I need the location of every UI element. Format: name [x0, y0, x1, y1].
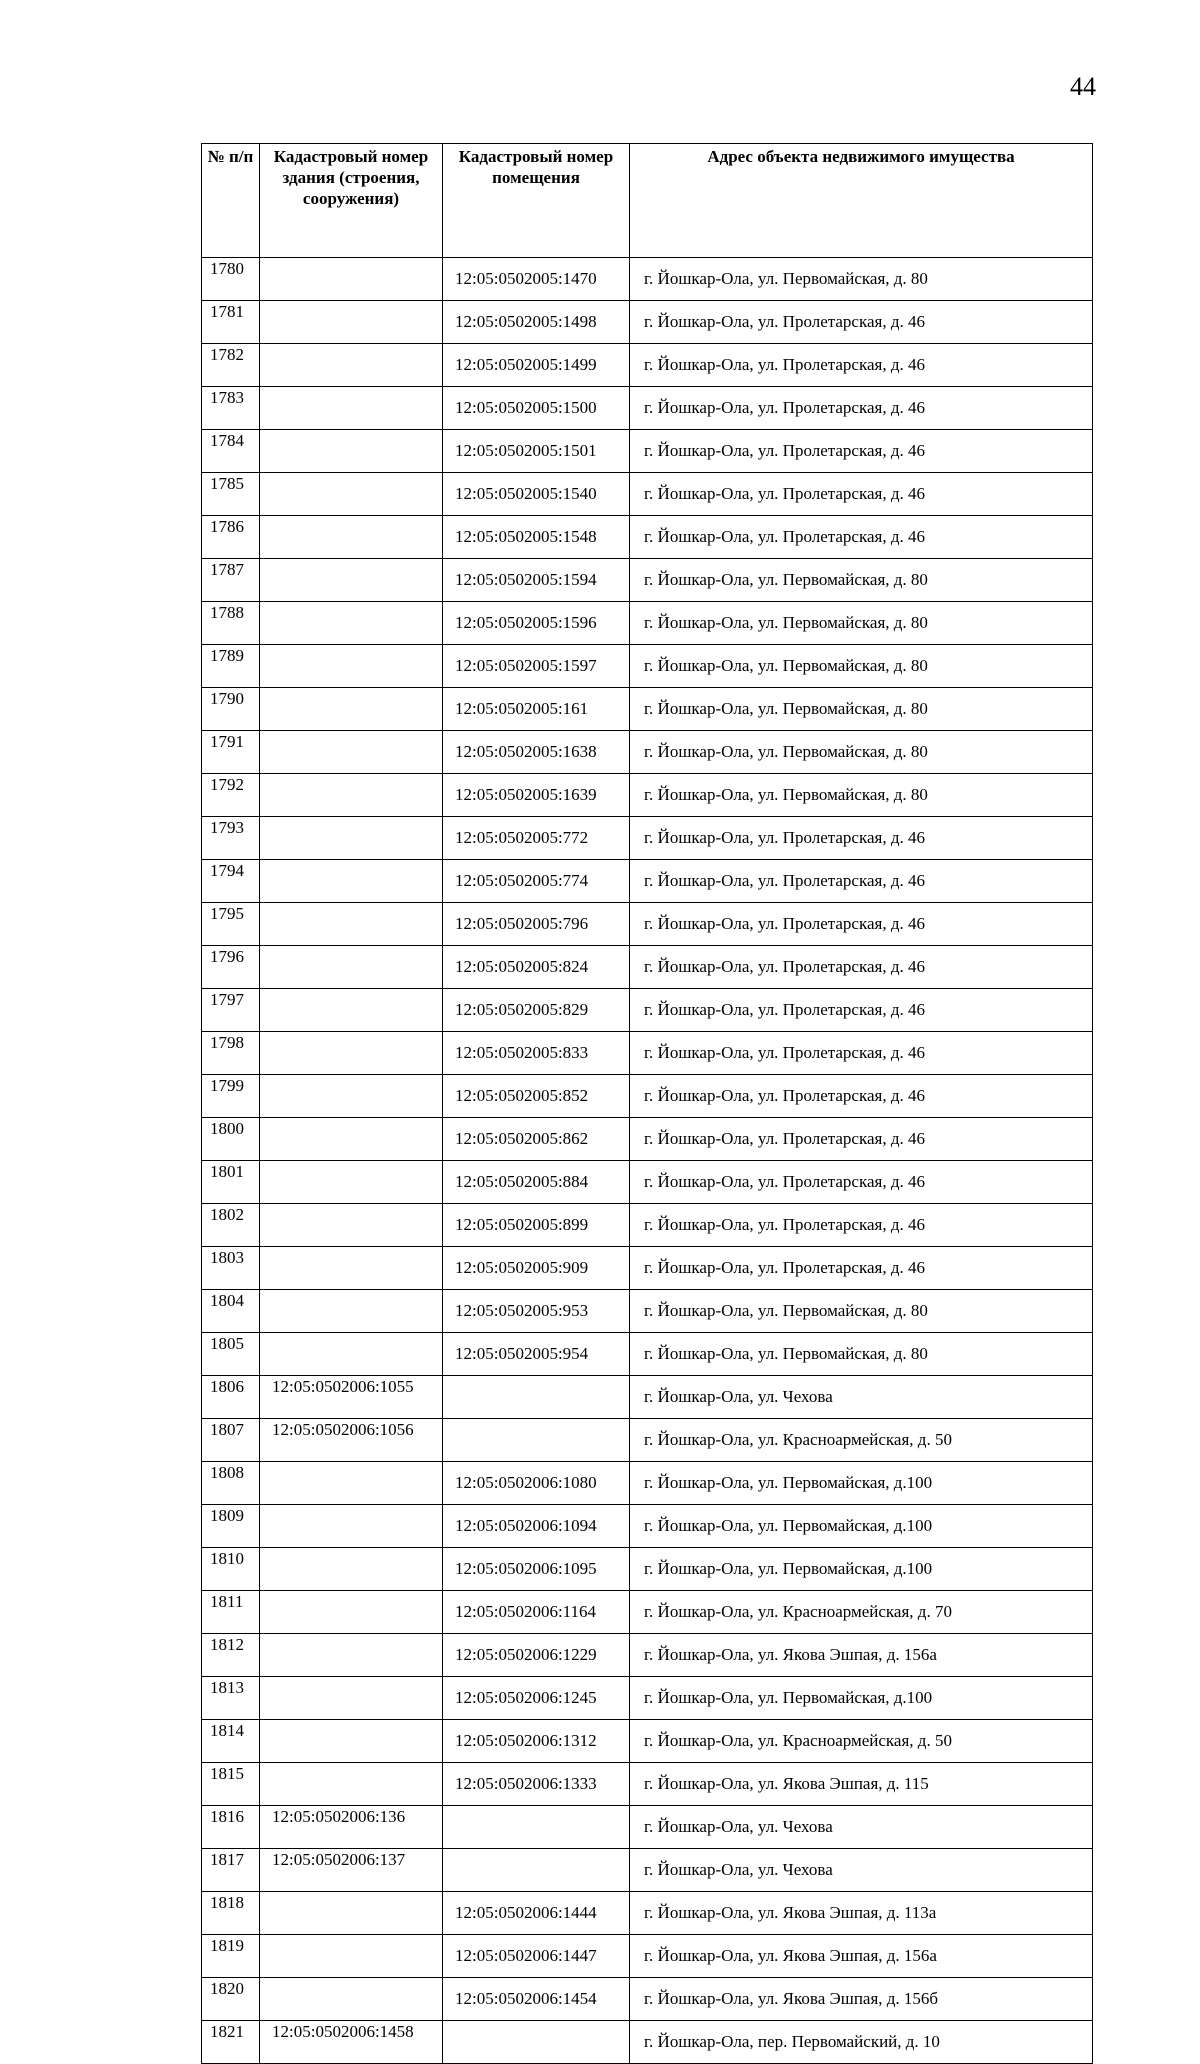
- address-cell: г. Йошкар-Ола, ул. Первомайская, д. 80: [630, 1333, 1093, 1376]
- building-cadastral-number-cell: [260, 774, 443, 817]
- row-number-cell: 1793: [202, 817, 260, 860]
- building-cadastral-number-cell: [260, 1505, 443, 1548]
- address-cell: г. Йошкар-Ола, ул. Первомайская, д. 80: [630, 1290, 1093, 1333]
- building-cadastral-number-cell: [260, 817, 443, 860]
- row-number-cell: 1790: [202, 688, 260, 731]
- building-cadastral-number-cell: 12:05:0502006:1055: [260, 1376, 443, 1419]
- address-cell: г. Йошкар-Ола, ул. Якова Эшпая, д. 115: [630, 1763, 1093, 1806]
- table-row: [202, 774, 1093, 817]
- premises-cadastral-number-cell: 12:05:0502005:852: [443, 1075, 630, 1118]
- table-row: [202, 860, 1093, 903]
- table-row: [202, 1462, 1093, 1505]
- premises-cadastral-number-cell: [443, 2021, 630, 2064]
- row-number-cell: 1783: [202, 387, 260, 430]
- address-cell: г. Йошкар-Ола, ул. Якова Эшпая, д. 156а: [630, 1634, 1093, 1677]
- row-number-cell: 1817: [202, 1849, 260, 1892]
- building-cadastral-number-cell: [260, 1548, 443, 1591]
- building-cadastral-number-cell: [260, 1720, 443, 1763]
- address-cell: г. Йошкар-Ола, ул. Пролетарская, д. 46: [630, 1247, 1093, 1290]
- table-row: [202, 1806, 1093, 1849]
- row-number-cell: 1805: [202, 1333, 260, 1376]
- row-number-cell: 1791: [202, 731, 260, 774]
- premises-cadastral-number-cell: 12:05:0502005:1597: [443, 645, 630, 688]
- row-number-cell: 1801: [202, 1161, 260, 1204]
- building-cadastral-number-cell: [260, 387, 443, 430]
- row-number-cell: 1789: [202, 645, 260, 688]
- premises-cadastral-number-cell: 12:05:0502005:774: [443, 860, 630, 903]
- premises-cadastral-number-cell: 12:05:0502005:1639: [443, 774, 630, 817]
- address-cell: г. Йошкар-Ола, ул. Пролетарская, д. 46: [630, 1161, 1093, 1204]
- premises-cadastral-number-cell: 12:05:0502006:1229: [443, 1634, 630, 1677]
- table-row: [202, 1333, 1093, 1376]
- premises-cadastral-number-cell: 12:05:0502005:833: [443, 1032, 630, 1075]
- building-cadastral-number-cell: [260, 1978, 443, 2021]
- header-building-cadastral-number: Кадастровый номер здания (строения, сооружения): [260, 144, 443, 258]
- building-cadastral-number-cell: [260, 1634, 443, 1677]
- premises-cadastral-number-cell: 12:05:0502006:1444: [443, 1892, 630, 1935]
- address-cell: г. Йошкар-Ола, ул. Первомайская, д.100: [630, 1677, 1093, 1720]
- address-cell: г. Йошкар-Ола, ул. Первомайская, д.100: [630, 1548, 1093, 1591]
- address-cell: г. Йошкар-Ола, ул. Пролетарская, д. 46: [630, 903, 1093, 946]
- address-cell: г. Йошкар-Ола, ул. Якова Эшпая, д. 156б: [630, 1978, 1093, 2021]
- table-row: [202, 1677, 1093, 1720]
- building-cadastral-number-cell: [260, 559, 443, 602]
- address-cell: г. Йошкар-Ола, ул. Первомайская, д. 80: [630, 688, 1093, 731]
- address-cell: г. Йошкар-Ола, ул. Пролетарская, д. 46: [630, 1075, 1093, 1118]
- building-cadastral-number-cell: [260, 946, 443, 989]
- row-number-cell: 1812: [202, 1634, 260, 1677]
- building-cadastral-number-cell: 12:05:0502006:1056: [260, 1419, 443, 1462]
- table-row: [202, 1935, 1093, 1978]
- premises-cadastral-number-cell: 12:05:0502005:1499: [443, 344, 630, 387]
- address-cell: г. Йошкар-Ола, ул. Пролетарская, д. 46: [630, 1032, 1093, 1075]
- building-cadastral-number-cell: [260, 301, 443, 344]
- premises-cadastral-number-cell: 12:05:0502005:1540: [443, 473, 630, 516]
- row-number-cell: 1795: [202, 903, 260, 946]
- address-cell: г. Йошкар-Ола, ул. Пролетарская, д. 46: [630, 344, 1093, 387]
- address-cell: г. Йошкар-Ола, ул. Красноармейская, д. 70: [630, 1591, 1093, 1634]
- header-property-address: Адрес объекта недвижимого имущества: [630, 144, 1093, 258]
- table-row: [202, 1591, 1093, 1634]
- premises-cadastral-number-cell: 12:05:0502005:899: [443, 1204, 630, 1247]
- table-row: [202, 731, 1093, 774]
- table-row: [202, 1978, 1093, 2021]
- row-number-cell: 1815: [202, 1763, 260, 1806]
- row-number-cell: 1811: [202, 1591, 260, 1634]
- table-row: [202, 946, 1093, 989]
- building-cadastral-number-cell: [260, 989, 443, 1032]
- address-cell: г. Йошкар-Ола, ул. Пролетарская, д. 46: [630, 430, 1093, 473]
- address-cell: г. Йошкар-Ола, ул. Пролетарская, д. 46: [630, 989, 1093, 1032]
- row-number-cell: 1784: [202, 430, 260, 473]
- row-number-cell: 1799: [202, 1075, 260, 1118]
- table-row: [202, 1247, 1093, 1290]
- table-row: [202, 1204, 1093, 1247]
- row-number-cell: 1813: [202, 1677, 260, 1720]
- premises-cadastral-number-cell: 12:05:0502005:1470: [443, 258, 630, 301]
- table-row: [202, 817, 1093, 860]
- table-row: [202, 903, 1093, 946]
- address-cell: г. Йошкар-Ола, ул. Чехова: [630, 1376, 1093, 1419]
- building-cadastral-number-cell: [260, 1462, 443, 1505]
- building-cadastral-number-cell: [260, 473, 443, 516]
- premises-cadastral-number-cell: 12:05:0502005:953: [443, 1290, 630, 1333]
- table-row: [202, 301, 1093, 344]
- address-cell: г. Йошкар-Ола, ул. Пролетарская, д. 46: [630, 817, 1093, 860]
- building-cadastral-number-cell: [260, 1032, 443, 1075]
- address-cell: г. Йошкар-Ола, ул. Первомайская, д. 80: [630, 774, 1093, 817]
- premises-cadastral-number-cell: 12:05:0502005:884: [443, 1161, 630, 1204]
- row-number-cell: 1810: [202, 1548, 260, 1591]
- premises-cadastral-number-cell: 12:05:0502005:954: [443, 1333, 630, 1376]
- address-cell: г. Йошкар-Ола, ул. Якова Эшпая, д. 156а: [630, 1935, 1093, 1978]
- table-row: [202, 688, 1093, 731]
- table-row: [202, 1892, 1093, 1935]
- table-row: [202, 1763, 1093, 1806]
- address-cell: г. Йошкар-Ола, ул. Красноармейская, д. 50: [630, 1419, 1093, 1462]
- table-row: [202, 473, 1093, 516]
- table-row: [202, 1161, 1093, 1204]
- row-number-cell: 1802: [202, 1204, 260, 1247]
- premises-cadastral-number-cell: [443, 1849, 630, 1892]
- address-cell: г. Йошкар-Ола, ул. Пролетарская, д. 46: [630, 387, 1093, 430]
- building-cadastral-number-cell: 12:05:0502006:136: [260, 1806, 443, 1849]
- table-row: [202, 602, 1093, 645]
- address-cell: г. Йошкар-Ола, ул. Якова Эшпая, д. 113а: [630, 1892, 1093, 1935]
- premises-cadastral-number-cell: 12:05:0502005:1638: [443, 731, 630, 774]
- premises-cadastral-number-cell: 12:05:0502005:829: [443, 989, 630, 1032]
- table-row: [202, 1634, 1093, 1677]
- address-cell: г. Йошкар-Ола, ул. Первомайская, д. 80: [630, 602, 1093, 645]
- premises-cadastral-number-cell: 12:05:0502005:1498: [443, 301, 630, 344]
- table-row: [202, 1419, 1093, 1462]
- building-cadastral-number-cell: [260, 1247, 443, 1290]
- premises-cadastral-number-cell: 12:05:0502006:1080: [443, 1462, 630, 1505]
- table-row: [202, 1290, 1093, 1333]
- row-number-cell: 1814: [202, 1720, 260, 1763]
- address-cell: г. Йошкар-Ола, ул. Первомайская, д.100: [630, 1462, 1093, 1505]
- premises-cadastral-number-cell: 12:05:0502006:1164: [443, 1591, 630, 1634]
- building-cadastral-number-cell: [260, 860, 443, 903]
- table-row: [202, 989, 1093, 1032]
- table-row: [202, 2021, 1093, 2064]
- table-row: [202, 1075, 1093, 1118]
- building-cadastral-number-cell: [260, 1333, 443, 1376]
- premises-cadastral-number-cell: 12:05:0502006:1094: [443, 1505, 630, 1548]
- building-cadastral-number-cell: [260, 731, 443, 774]
- row-number-cell: 1806: [202, 1376, 260, 1419]
- table-row: [202, 430, 1093, 473]
- table-row: [202, 1849, 1093, 1892]
- address-cell: г. Йошкар-Ола, ул. Пролетарская, д. 46: [630, 946, 1093, 989]
- row-number-cell: 1807: [202, 1419, 260, 1462]
- row-number-cell: 1794: [202, 860, 260, 903]
- premises-cadastral-number-cell: 12:05:0502006:1312: [443, 1720, 630, 1763]
- building-cadastral-number-cell: [260, 1763, 443, 1806]
- address-cell: г. Йошкар-Ола, ул. Первомайская, д. 80: [630, 258, 1093, 301]
- table-body: [202, 258, 1093, 2064]
- address-cell: г. Йошкар-Ола, ул. Пролетарская, д. 46: [630, 516, 1093, 559]
- address-cell: г. Йошкар-Ола, ул. Первомайская, д. 80: [630, 645, 1093, 688]
- row-number-cell: 1787: [202, 559, 260, 602]
- address-cell: г. Йошкар-Ола, ул. Пролетарская, д. 46: [630, 473, 1093, 516]
- row-number-cell: 1821: [202, 2021, 260, 2064]
- premises-cadastral-number-cell: 12:05:0502005:1501: [443, 430, 630, 473]
- premises-cadastral-number-cell: 12:05:0502005:161: [443, 688, 630, 731]
- premises-cadastral-number-cell: 12:05:0502005:1548: [443, 516, 630, 559]
- table-header-row: [202, 144, 1093, 258]
- premises-cadastral-number-cell: 12:05:0502006:1333: [443, 1763, 630, 1806]
- table-row: [202, 1548, 1093, 1591]
- table-row: [202, 387, 1093, 430]
- address-cell: г. Йошкар-Ола, ул. Первомайская, д. 80: [630, 559, 1093, 602]
- address-cell: г. Йошкар-Ола, ул. Чехова: [630, 1849, 1093, 1892]
- row-number-cell: 1780: [202, 258, 260, 301]
- row-number-cell: 1788: [202, 602, 260, 645]
- row-number-cell: 1782: [202, 344, 260, 387]
- row-number-cell: 1797: [202, 989, 260, 1032]
- building-cadastral-number-cell: [260, 1892, 443, 1935]
- address-cell: г. Йошкар-Ола, ул. Пролетарская, д. 46: [630, 860, 1093, 903]
- table-row: [202, 1505, 1093, 1548]
- property-registry-table: [201, 143, 1093, 2064]
- building-cadastral-number-cell: [260, 903, 443, 946]
- building-cadastral-number-cell: [260, 645, 443, 688]
- building-cadastral-number-cell: [260, 1161, 443, 1204]
- table-row: [202, 1376, 1093, 1419]
- premises-cadastral-number-cell: 12:05:0502005:909: [443, 1247, 630, 1290]
- table-row: [202, 516, 1093, 559]
- premises-cadastral-number-cell: 12:05:0502005:1500: [443, 387, 630, 430]
- row-number-cell: 1804: [202, 1290, 260, 1333]
- row-number-cell: 1800: [202, 1118, 260, 1161]
- row-number-cell: 1796: [202, 946, 260, 989]
- address-cell: г. Йошкар-Ола, пер. Первомайский, д. 10: [630, 2021, 1093, 2064]
- table-row: [202, 344, 1093, 387]
- table-row: [202, 559, 1093, 602]
- premises-cadastral-number-cell: 12:05:0502006:1095: [443, 1548, 630, 1591]
- row-number-cell: 1819: [202, 1935, 260, 1978]
- row-number-cell: 1803: [202, 1247, 260, 1290]
- row-number-cell: 1781: [202, 301, 260, 344]
- address-cell: г. Йошкар-Ола, ул. Красноармейская, д. 50: [630, 1720, 1093, 1763]
- row-number-cell: 1818: [202, 1892, 260, 1935]
- premises-cadastral-number-cell: 12:05:0502006:1447: [443, 1935, 630, 1978]
- building-cadastral-number-cell: [260, 1935, 443, 1978]
- building-cadastral-number-cell: [260, 430, 443, 473]
- row-number-cell: 1786: [202, 516, 260, 559]
- premises-cadastral-number-cell: 12:05:0502005:824: [443, 946, 630, 989]
- building-cadastral-number-cell: [260, 602, 443, 645]
- premises-cadastral-number-cell: 12:05:0502005:862: [443, 1118, 630, 1161]
- building-cadastral-number-cell: [260, 344, 443, 387]
- row-number-cell: 1798: [202, 1032, 260, 1075]
- building-cadastral-number-cell: [260, 258, 443, 301]
- row-number-cell: 1808: [202, 1462, 260, 1505]
- table-row: [202, 645, 1093, 688]
- header-row-number: № п/п: [202, 144, 260, 258]
- building-cadastral-number-cell: [260, 1075, 443, 1118]
- building-cadastral-number-cell: [260, 516, 443, 559]
- address-cell: г. Йошкар-Ола, ул. Первомайская, д.100: [630, 1505, 1093, 1548]
- address-cell: г. Йошкар-Ола, ул. Чехова: [630, 1806, 1093, 1849]
- address-cell: г. Йошкар-Ола, ул. Пролетарская, д. 46: [630, 1204, 1093, 1247]
- premises-cadastral-number-cell: 12:05:0502005:1596: [443, 602, 630, 645]
- building-cadastral-number-cell: 12:05:0502006:1458: [260, 2021, 443, 2064]
- building-cadastral-number-cell: 12:05:0502006:137: [260, 1849, 443, 1892]
- table-row: [202, 1118, 1093, 1161]
- table-row: [202, 258, 1093, 301]
- premises-cadastral-number-cell: 12:05:0502005:1594: [443, 559, 630, 602]
- table-row: [202, 1032, 1093, 1075]
- row-number-cell: 1785: [202, 473, 260, 516]
- premises-cadastral-number-cell: 12:05:0502005:796: [443, 903, 630, 946]
- building-cadastral-number-cell: [260, 1677, 443, 1720]
- building-cadastral-number-cell: [260, 1591, 443, 1634]
- premises-cadastral-number-cell: [443, 1806, 630, 1849]
- row-number-cell: 1816: [202, 1806, 260, 1849]
- premises-cadastral-number-cell: 12:05:0502006:1454: [443, 1978, 630, 2021]
- header-premises-cadastral-number: Кадастровый номер помещения: [443, 144, 630, 258]
- premises-cadastral-number-cell: 12:05:0502005:772: [443, 817, 630, 860]
- address-cell: г. Йошкар-Ола, ул. Пролетарская, д. 46: [630, 1118, 1093, 1161]
- row-number-cell: 1820: [202, 1978, 260, 2021]
- premises-cadastral-number-cell: [443, 1376, 630, 1419]
- building-cadastral-number-cell: [260, 688, 443, 731]
- table-row: [202, 1720, 1093, 1763]
- premises-cadastral-number-cell: 12:05:0502006:1245: [443, 1677, 630, 1720]
- address-cell: г. Йошкар-Ола, ул. Первомайская, д. 80: [630, 731, 1093, 774]
- building-cadastral-number-cell: [260, 1204, 443, 1247]
- page-number: 44: [1070, 72, 1096, 101]
- building-cadastral-number-cell: [260, 1118, 443, 1161]
- premises-cadastral-number-cell: [443, 1419, 630, 1462]
- row-number-cell: 1792: [202, 774, 260, 817]
- address-cell: г. Йошкар-Ола, ул. Пролетарская, д. 46: [630, 301, 1093, 344]
- row-number-cell: 1809: [202, 1505, 260, 1548]
- building-cadastral-number-cell: [260, 1290, 443, 1333]
